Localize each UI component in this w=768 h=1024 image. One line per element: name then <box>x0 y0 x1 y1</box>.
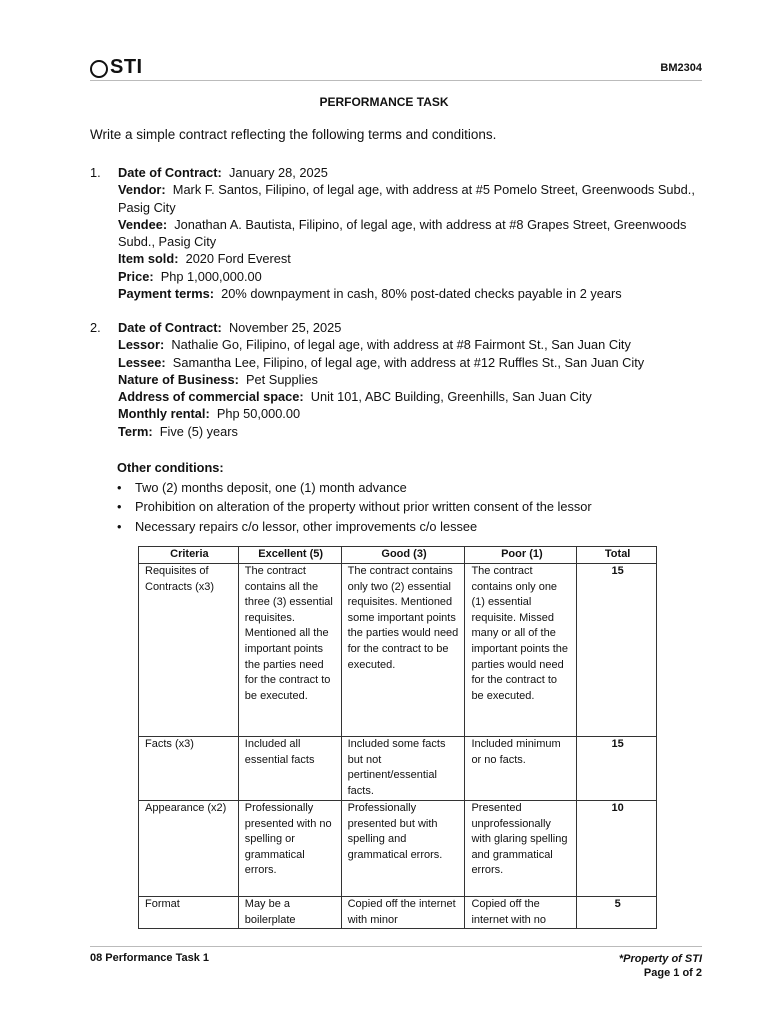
contract-field: Vendee: Jonathan A. Bautista, Filipino, of legal age, with address at #8 Grapes Street, Greenwoods Subd., Pasig City <box>118 216 687 250</box>
sti-logo <box>90 56 143 79</box>
contract-field: Monthly rental: Php 50,000.00 <box>118 406 301 422</box>
column-header: Criteria <box>139 547 239 564</box>
logo-text: STI <box>110 56 143 78</box>
poor-cell: Presented unprofessionally with glaring spelling and grammatical errors. <box>465 801 577 897</box>
sti-logo-mark-icon <box>90 60 108 78</box>
rubric-table <box>138 546 657 929</box>
other-conditions-list <box>117 478 592 537</box>
column-header: Total <box>577 547 657 564</box>
criteria-cell: Appearance (x2) <box>139 801 239 897</box>
property-notice: *Property of STI <box>618 953 702 965</box>
table-header-row <box>139 547 657 564</box>
column-header: Poor (1) <box>465 547 577 564</box>
document-code: BM2304 <box>660 62 702 74</box>
criteria-cell: Format <box>139 897 239 929</box>
good-cell: The contract contains only two (2) essential requisites. Mentioned some important points the parties would need for the contract to be executed. <box>341 564 465 737</box>
contract-field: Lessor: Nathalie Go, Filipino, of legal age, with address at #8 Fairmont St., San Juan City <box>118 337 631 353</box>
list-item: • Two (2) months deposit, one (1) month advance <box>135 478 592 498</box>
other-conditions <box>117 458 592 536</box>
contract-field: Price: Php 1,000,000.00 <box>118 268 262 284</box>
poor-cell: Included minimum or no facts. <box>465 737 577 801</box>
list-item: • Prohibition on alteration of the property without prior written consent of the lessor <box>135 497 592 517</box>
good-cell: Included some facts but not pertinent/essential facts. <box>341 737 465 801</box>
contract-field: Payment terms: 20% downpayment in cash, 80% post-dated checks payable in 2 years <box>118 286 622 302</box>
contract-item-2 <box>90 319 710 440</box>
contract-field: Vendor: Mark F. Santos, Filipino, of legal age, with address at #5 Pomelo Street, Greenwoods Subd., Pasig City <box>118 182 695 215</box>
excellent-cell: Included all essential facts <box>238 737 341 801</box>
list-item: • Necessary repairs c/o lessor, other improvements c/o lessee <box>135 517 592 537</box>
total-cell: 10 <box>577 801 657 897</box>
contract-field: Address of commercial space: Unit 101, ABC Building, Greenhills, San Juan City <box>118 389 592 405</box>
other-conditions-heading: Other conditions: <box>117 460 224 475</box>
good-cell: Copied off the internet with minor <box>341 897 465 929</box>
excellent-cell: The contract contains all the three (3) essential requisites. Mentioned all the important points the parties need for the contract to be executed. <box>238 564 341 737</box>
criteria-cell: Requisites of Contracts (x3) <box>139 564 239 737</box>
page-title: PERFORMANCE TASK <box>319 95 449 109</box>
contract-field: Item sold: 2020 Ford Everest <box>118 251 291 267</box>
column-header: Good (3) <box>341 547 465 564</box>
total-cell: 5 <box>577 897 657 929</box>
poor-cell: Copied off the internet with no <box>465 897 577 929</box>
column-header: Excellent (5) <box>238 547 341 564</box>
intro-text: Write a simple contract reflecting the following terms and conditions. <box>90 127 497 142</box>
contract-field: Term: Five (5) years <box>118 423 238 439</box>
total-cell: 15 <box>577 564 657 737</box>
table-row <box>139 801 657 897</box>
total-cell: 15 <box>577 737 657 801</box>
table-row <box>139 897 657 929</box>
contract-item-1 <box>90 164 710 302</box>
table-row <box>139 737 657 801</box>
contract-number: 1. <box>90 165 101 180</box>
good-cell: Professionally presented but with spelling and grammatical errors. <box>341 801 465 897</box>
contract-number: 2. <box>90 320 101 335</box>
contract-field: Lessee: Samantha Lee, Filipino, of legal age, with address at #12 Ruffles St., San Juan City <box>118 354 645 370</box>
poor-cell: The contract contains only one (1) essential requisite. Missed many or all of the important points the parties would need for the contract to be executed. <box>465 564 577 737</box>
criteria-cell: Facts (x3) <box>139 737 239 801</box>
page-number: Page 1 of 2 <box>643 967 702 979</box>
excellent-cell: May be a boilerplate <box>238 897 341 929</box>
footer-right <box>619 952 702 980</box>
table-row <box>139 564 657 737</box>
excellent-cell: Professionally presented with no spelling or grammatical errors. <box>238 801 341 897</box>
header-divider <box>90 80 702 81</box>
contract-field: Date of Contract: November 25, 2025 <box>118 320 342 335</box>
footer-divider <box>90 946 702 947</box>
contract-field: Date of Contract: January 28, 2025 <box>118 165 328 180</box>
footer-document-name: 08 Performance Task 1 <box>90 952 210 964</box>
contract-field: Nature of Business: Pet Supplies <box>118 371 318 387</box>
